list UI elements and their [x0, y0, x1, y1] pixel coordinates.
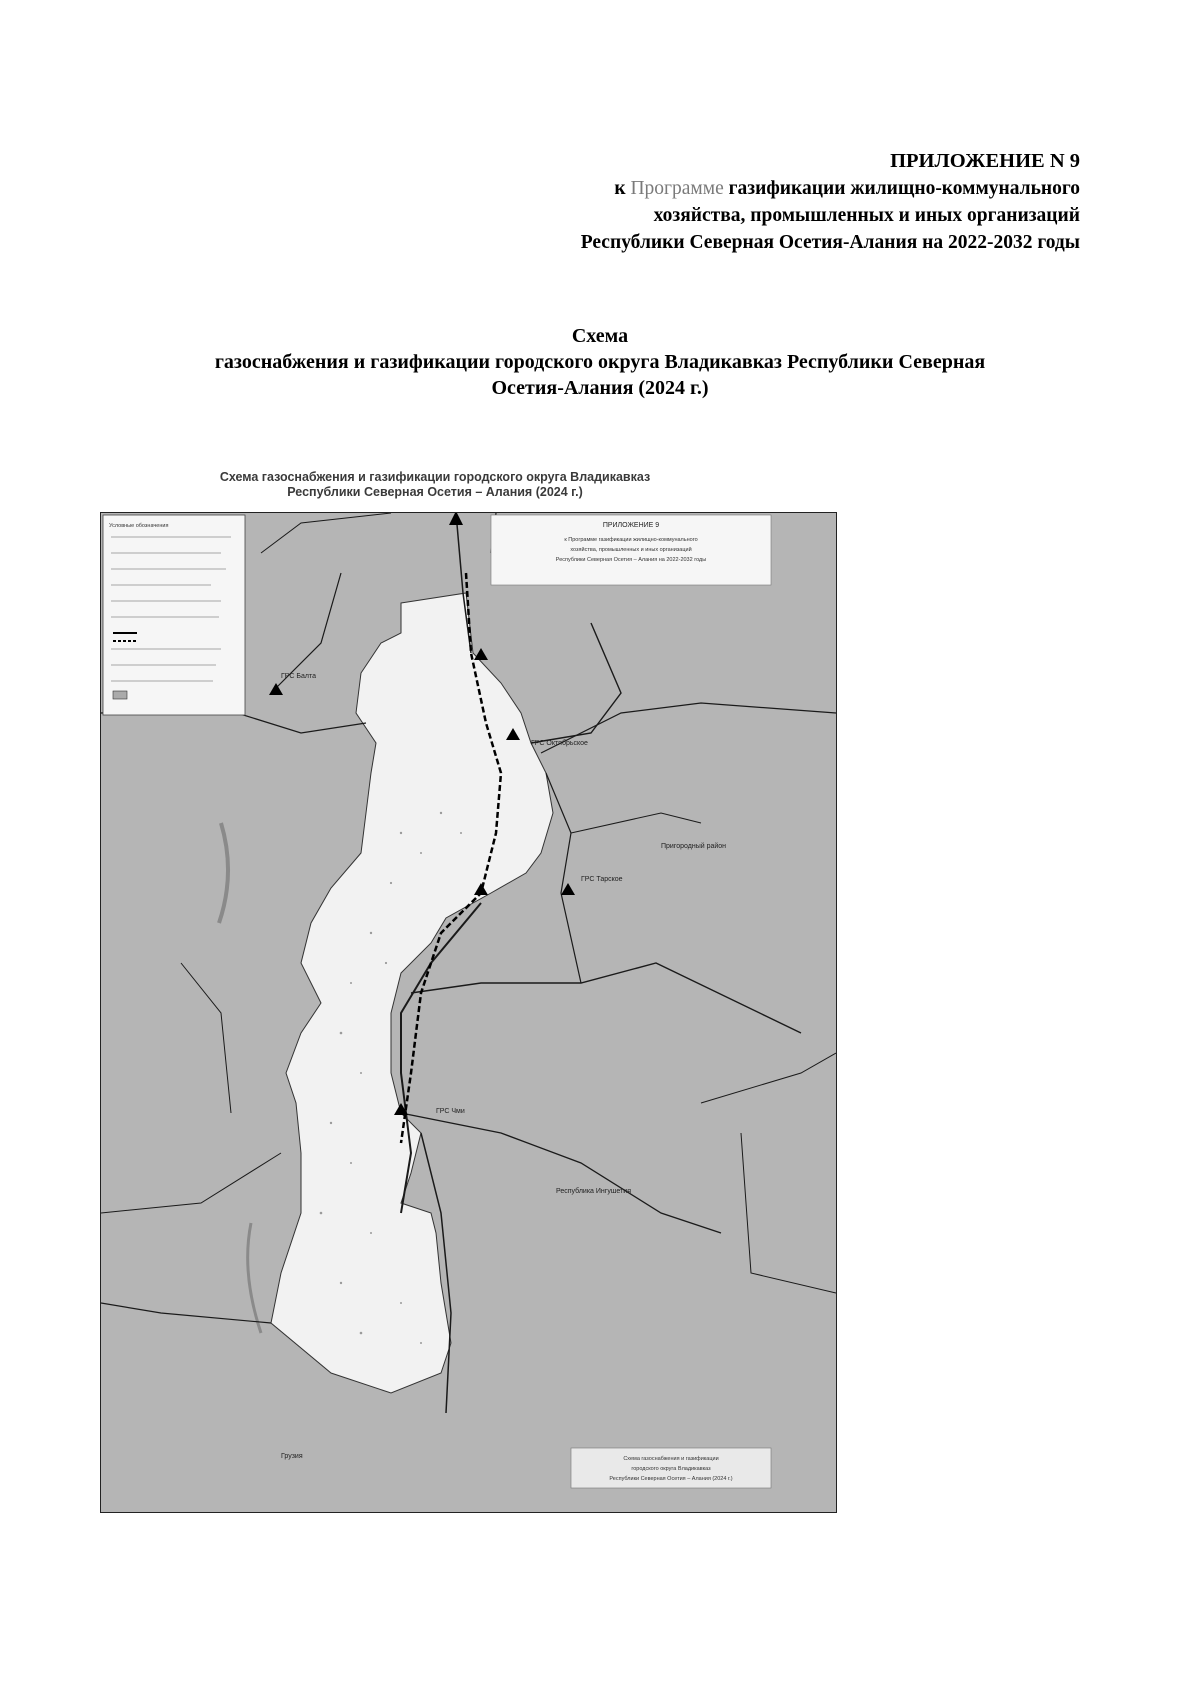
- label-georgia: Грузия: [281, 1453, 303, 1460]
- document-title-line-3: Осетия-Алания (2024 г.): [491, 377, 709, 399]
- inset-stamp-line-3: Республики Северная Осетия – Алания на 2022-2032 годы: [555, 557, 707, 563]
- appendix-line-3: Республики Северная Осетия-Алания на 2022-2032 годы: [580, 232, 1080, 253]
- bottom-stamp-line-2: городского округа Владикавказ: [631, 1466, 711, 1472]
- map-canvas: [101, 513, 836, 1512]
- appendix-line-2: хозяйства, промышленных и иных организаций: [653, 205, 1080, 226]
- map-legend: [103, 515, 245, 715]
- map-caption-line-1: Схема газоснабжения и газификации городского округа Владикавказ: [219, 470, 651, 484]
- map-caption: [150, 470, 720, 500]
- bottom-stamp-line-3: Республики Северная Осетия – Алания (2024 г.): [609, 1476, 733, 1482]
- legend-title: Условные обозначения: [109, 523, 169, 529]
- label-grs-tarskoe: ГРС Тарское: [581, 876, 623, 883]
- document-title-line-1: Схема: [571, 325, 629, 347]
- appendix-line-1-rest: газификации жилищно-коммунального: [728, 178, 1080, 199]
- inset-stamp: [491, 515, 771, 585]
- document-title-line-2: газоснабжения и газификации городского округа Владикавказ Республики Северная: [214, 351, 986, 373]
- label-grs-balta: ГРС Балта: [281, 673, 316, 680]
- bottom-stamp-line-1: Схема газоснабжения и газификации: [623, 1456, 719, 1462]
- inset-stamp-line-2: хозяйства, промышленных и иных организаций: [570, 547, 692, 553]
- appendix-title: ПРИЛОЖЕНИЕ N 9: [890, 150, 1080, 172]
- label-grs-oktyabrskoe: ГРС Октябрьское: [531, 740, 588, 747]
- appendix-line-1: [320, 175, 1080, 202]
- label-prigorodny: Пригородный район: [661, 843, 727, 850]
- inset-stamp-title: ПРИЛОЖЕНИЕ 9: [602, 522, 660, 529]
- inset-stamp-line-1: к Программе газификации жилищно-коммунального: [564, 537, 698, 543]
- program-link[interactable]: Программе: [630, 178, 724, 199]
- gas-supply-map: [100, 512, 837, 1513]
- appendix-prefix: к: [614, 178, 626, 199]
- document-title: [100, 323, 1100, 401]
- appendix-header: [320, 148, 1080, 256]
- label-ingushetia: Республика Ингушетия: [556, 1188, 632, 1195]
- label-grs-chmi: ГРС Чми: [436, 1108, 465, 1115]
- map-caption-line-2: Республики Северная Осетия – Алания (2024 г.): [287, 485, 583, 499]
- bottom-stamp: [571, 1448, 771, 1488]
